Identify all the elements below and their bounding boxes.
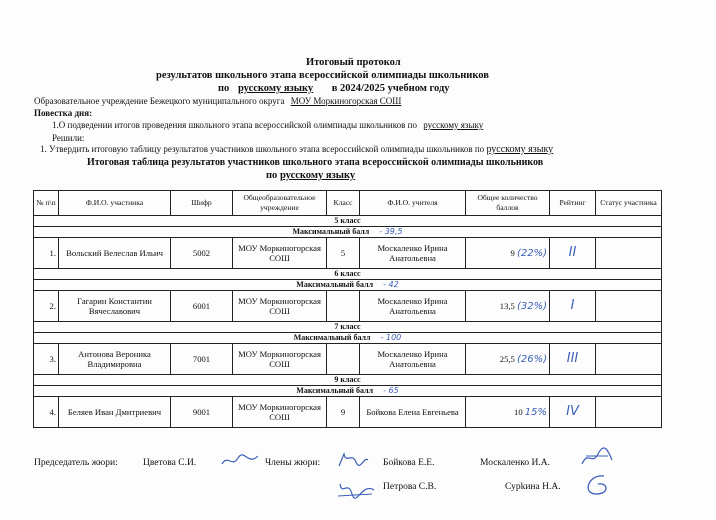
rating-value: I [550, 291, 596, 322]
score-percent: (32%) [516, 300, 547, 312]
participant-code: 9001 [171, 397, 233, 428]
school-name: МОУ Моркиногорская СОШ [233, 397, 327, 428]
max-score-row [34, 227, 662, 238]
school-name: МОУ Моркиногорская СОШ [233, 238, 327, 269]
status-value [596, 238, 662, 269]
score-value: 9 [510, 247, 515, 258]
col-teacher: Ф.И.О. учителя [360, 191, 466, 216]
decided-label: Решили: [52, 133, 85, 143]
member3-name: Петрова С.В. [383, 482, 437, 492]
score-value: 25,5 [499, 353, 515, 364]
grade-label: 5 класс [34, 216, 662, 227]
agenda-item-2 [40, 144, 553, 155]
max-score-label: Максимальный балл [292, 227, 370, 236]
row-number: 2. [34, 291, 59, 322]
table-row [34, 397, 662, 428]
score-cell [466, 238, 550, 269]
participant-code: 6001 [171, 291, 233, 322]
results-table [33, 190, 662, 428]
member2-signature-icon [578, 446, 614, 468]
grade-row [34, 269, 662, 280]
max-score-label: Максимальный балл [296, 280, 374, 289]
school-name: МОУ Моркиногорская СОШ [233, 291, 327, 322]
table-row [34, 238, 662, 269]
protocol-title: Итоговый протокол [306, 57, 401, 68]
subject-prefix: по [218, 83, 230, 94]
participant-name: Беляев Иван Дмитриевич [59, 397, 171, 428]
col-number: № п\п [34, 191, 59, 216]
max-score-row [34, 280, 662, 291]
score-percent: 15% [524, 406, 547, 418]
max-score-handwritten: - 42 [383, 280, 399, 289]
row-number: 3. [34, 344, 59, 375]
agenda-item-1-text: 1.О подведении итогов проведения школьного этапа всероссийской олимпиады школьников по [52, 120, 417, 130]
status-value [596, 291, 662, 322]
member1-name: Бойкова Е.Е. [383, 458, 435, 468]
grade-label: 9 класс [34, 375, 662, 386]
grade-label: 7 класс [34, 322, 662, 333]
year-line: в 2024/2025 учебном году [331, 83, 450, 94]
subject-line [218, 83, 450, 94]
score-value: 13,5 [499, 300, 515, 311]
score-cell [466, 291, 550, 322]
max-score-label: Максимальный балл [293, 333, 371, 342]
teacher-name: Бойкова Елена Евгеньева [360, 397, 466, 428]
participant-name: Гагарин Константин Вячеславович [59, 291, 171, 322]
member2-name: Москаленко И.А. [480, 458, 550, 468]
col-rating: Рейтинг [550, 191, 596, 216]
max-score-row [34, 333, 662, 344]
institution-value: МОУ Моркиногорская СОШ [290, 96, 402, 106]
participant-name: Антонова Вероника Владимировна [59, 344, 171, 375]
grade-row [34, 322, 662, 333]
max-score-handwritten: - 39,5 [379, 227, 403, 236]
member3-signature-icon [336, 478, 376, 500]
subject-value: русскому языку [237, 83, 314, 94]
rating-value: III [550, 344, 596, 375]
table-title-line2 [266, 170, 355, 181]
table-title-subject: русскому языку [279, 170, 356, 181]
col-school: Общеобразовательное учреждение [233, 191, 327, 216]
max-score-cell [34, 227, 662, 238]
agenda-item-1 [52, 120, 501, 130]
score-value: 10 [514, 406, 523, 417]
score-percent: (26%) [516, 353, 547, 365]
score-cell [466, 344, 550, 375]
chair-signature-icon [220, 452, 260, 470]
chair-name: Цветова С.И. [143, 458, 197, 468]
agenda-label: Повестка дня: [34, 108, 93, 118]
max-score-handwritten: - 100 [380, 333, 402, 342]
participant-code: 7001 [171, 344, 233, 375]
table-row [34, 344, 662, 375]
agenda-item-2-text: 1. Утвердить итоговую таблицу результатов участников школьного этапа всероссийской олимпиады школьников по [40, 144, 485, 154]
agenda-item-1-subject: русскому языку [423, 120, 484, 130]
score-percent: (22%) [516, 247, 547, 259]
participant-name: Вольский Велеслав Ильич [59, 238, 171, 269]
table-title-line1: Итоговая таблица результатов участников школьного этапа всероссийской олимпиады школьников [87, 157, 544, 168]
max-score-row [34, 386, 662, 397]
col-class: Класс [327, 191, 360, 216]
max-score-cell [34, 333, 662, 344]
class-value [327, 291, 360, 322]
max-score-handwritten: - 65 [383, 386, 399, 395]
max-score-cell [34, 280, 662, 291]
score-cell [466, 397, 550, 428]
grade-row [34, 375, 662, 386]
institution-line [34, 96, 411, 106]
teacher-name: Москаленко Ирина Анатольевна [360, 291, 466, 322]
members-label: Члены жюри: [265, 458, 321, 468]
participant-code: 5002 [171, 238, 233, 269]
status-value [596, 344, 662, 375]
protocol-subtitle: результатов школьного этапа всероссийской олимпиады школьников [156, 70, 489, 81]
col-score: Общее количество баллов [466, 191, 550, 216]
teacher-name: Москаленко Ирина Анатольевна [360, 344, 466, 375]
teacher-name: Москаленко Ирина Анатольевна [360, 238, 466, 269]
chair-label: Председатель жюри: [34, 458, 118, 468]
max-score-cell [34, 386, 662, 397]
rating-value: IV [550, 397, 596, 428]
table-header-row [34, 191, 662, 216]
member4-signature-icon [578, 472, 612, 498]
class-value: 5 [327, 238, 360, 269]
row-number: 4. [34, 397, 59, 428]
status-value [596, 397, 662, 428]
col-status: Статус участника [596, 191, 662, 216]
table-title-prefix: по [266, 170, 278, 181]
col-name: Ф.И.О. участника [59, 191, 171, 216]
max-score-label: Максимальный балл [296, 386, 374, 395]
member4-name: Сурkина Н.А. [505, 482, 561, 492]
table-row [34, 291, 662, 322]
institution-label: Образовательное учреждение Бежецкого муниципального округа [34, 96, 285, 106]
grade-label: 6 класс [34, 269, 662, 280]
row-number: 1. [34, 238, 59, 269]
class-value: 9 [327, 397, 360, 428]
school-name: МОУ Моркиногорская СОШ [233, 344, 327, 375]
agenda-item-2-subject: русскому языку [486, 144, 554, 155]
member1-signature-icon [336, 450, 370, 470]
rating-value: II [550, 238, 596, 269]
class-value [327, 344, 360, 375]
grade-row [34, 216, 662, 227]
col-code: Шифр [171, 191, 233, 216]
